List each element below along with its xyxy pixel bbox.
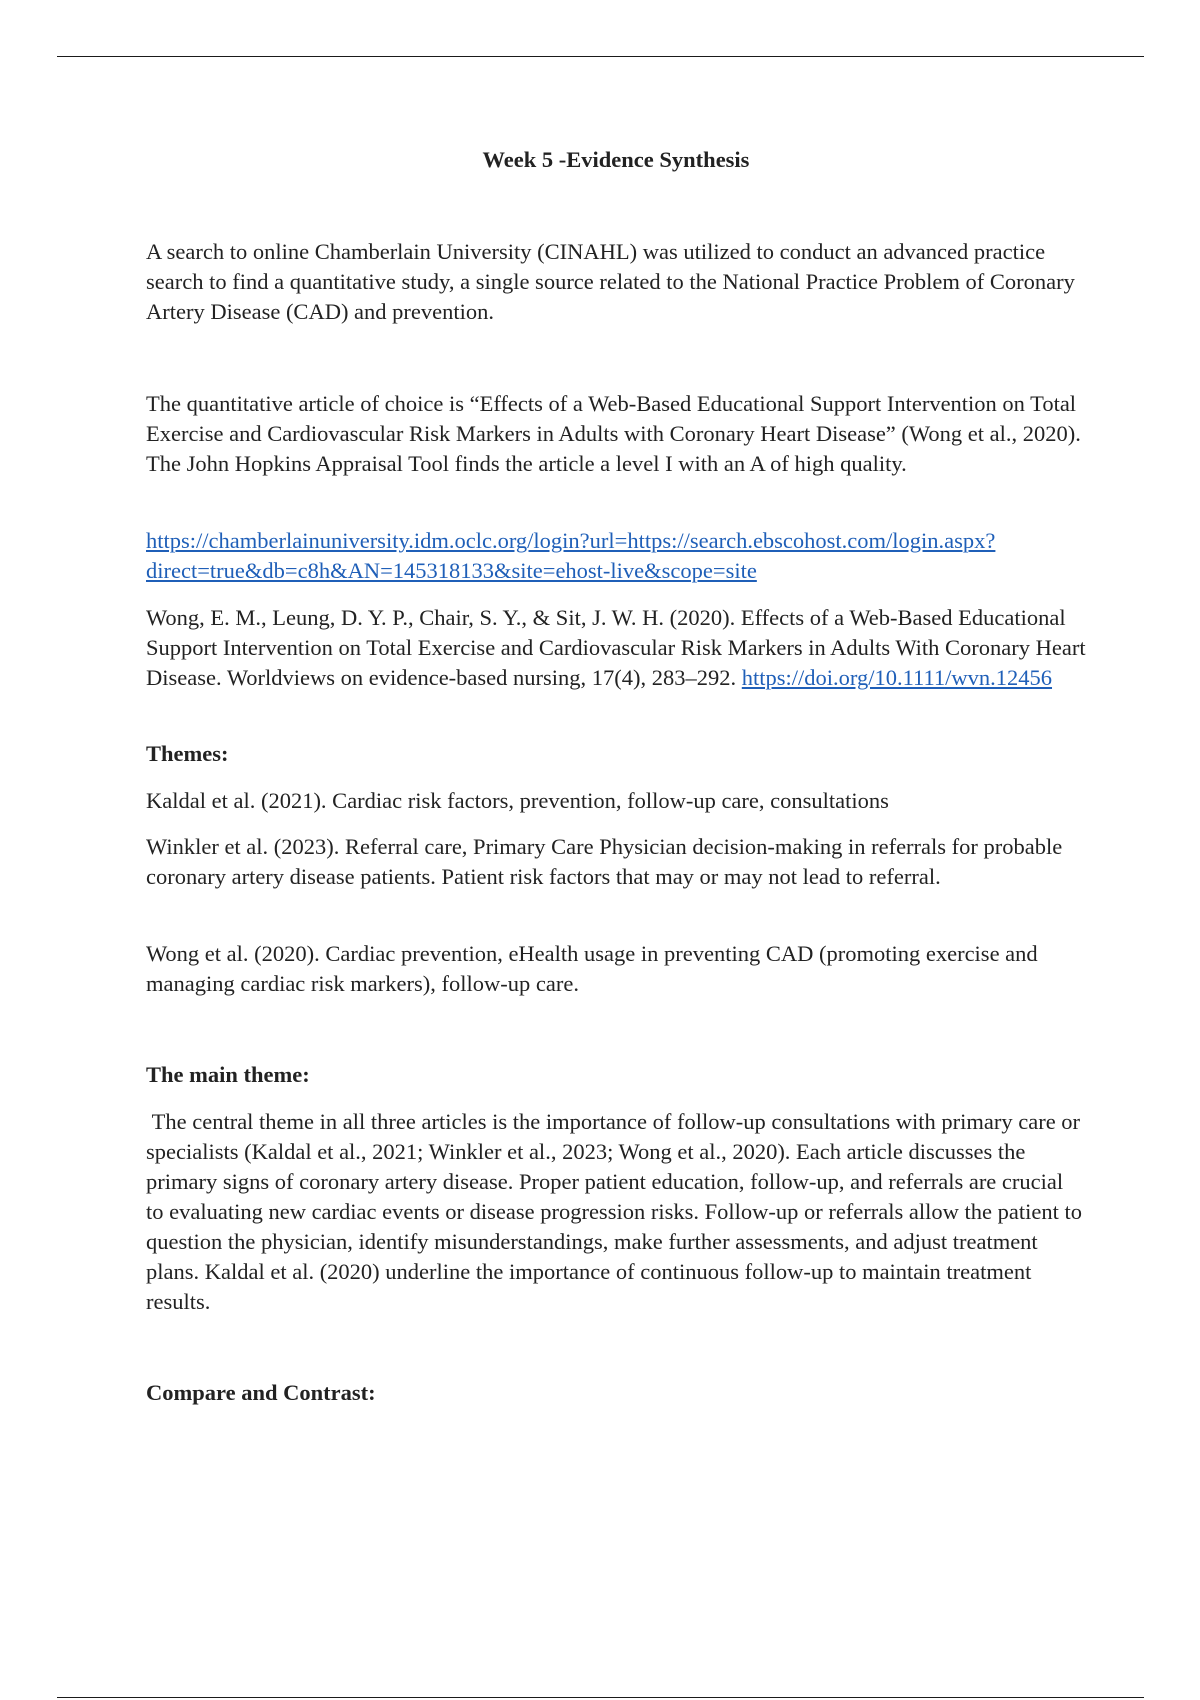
article-choice-paragraph: The quantitative article of choice is “Effects of a Web-Based Educational Support Intervention on Total Exercise and Cardiovascular Risk Markers in Adults with Coronary Heart Disease” (Wong et al., 2020). The John Hopkins Appraisal Tool finds the article a level I with an A of high quality. xyxy=(146,391,1081,476)
intro-paragraph: A search to online Chamberlain University (CINAHL) was utilized to conduct an advanced practice search to find a quantitative study, a single source related to the National Practice Problem of Coronary Artery Disease (CAD) and prevention. xyxy=(146,239,1075,324)
header-rule xyxy=(57,56,1144,57)
main-theme-paragraph: The central theme in all three articles is the importance of follow-up consultations with primary care or specialists (Kaldal et al., 2021; Winkler et al., 2023; Wong et al., 2020). Each article discusses the primary signs of coronary artery disease. Proper patient education, follow-up, and referrals are crucial to evaluating new cardiac events or disease progression risks. Follow-up or referrals allow the patient to question the physician, identify misunderstandings, make further assessments, and adjust treatment plans. Kaldal et al. (2020) underline the importance of continuous follow-up to maintain treatment results. xyxy=(146,1109,1088,1314)
library-link-line-1: https://chamberlainuniversity.idm.oclc.org/login?url=https://search.ebscohost.com/login.aspx? xyxy=(146,528,996,553)
library-link-paragraph xyxy=(146,526,1086,586)
reference-paragraph xyxy=(146,603,1086,693)
library-link[interactable] xyxy=(146,526,1086,586)
theme-item-winkler: Winkler et al. (2023). Referral care, Primary Care Physician decision-making in referrals for probable coronary artery disease patients. Patient risk factors that may or may not lead to referral. xyxy=(146,834,1063,889)
theme-item-wong: Wong et al. (2020). Cardiac prevention, eHealth usage in preventing CAD (promoting exercise and managing cardiac risk markers), follow-up care. xyxy=(146,941,1038,996)
reference-text: Wong, E. M., Leung, D. Y. P., Chair, S. Y., & Sit, J. W. H. (2020). Effects of a Web-Based Educational Support Intervention on Total Exercise and Cardiovascular Risk Markers in Adults With Coronary Heart Disease. Worldviews on evidence-based nursing, 17(4), 283–292. xyxy=(146,605,1086,690)
library-link-line-2: direct=true&db=c8h&AN=145318133&site=ehost-live&scope=site xyxy=(146,558,757,583)
theme-item-kaldal: Kaldal et al. (2021). Cardiac risk factors, prevention, follow-up care, consultations xyxy=(146,788,889,813)
footer-rule xyxy=(57,1697,1144,1698)
themes-heading: Themes: xyxy=(146,741,229,766)
doi-link[interactable]: https://doi.org/10.1111/wvn.12456 xyxy=(741,665,1053,690)
main-theme-heading: The main theme: xyxy=(146,1062,310,1087)
compare-contrast-heading: Compare and Contrast: xyxy=(146,1380,376,1405)
page-title: Week 5 -Evidence Synthesis xyxy=(482,147,750,172)
